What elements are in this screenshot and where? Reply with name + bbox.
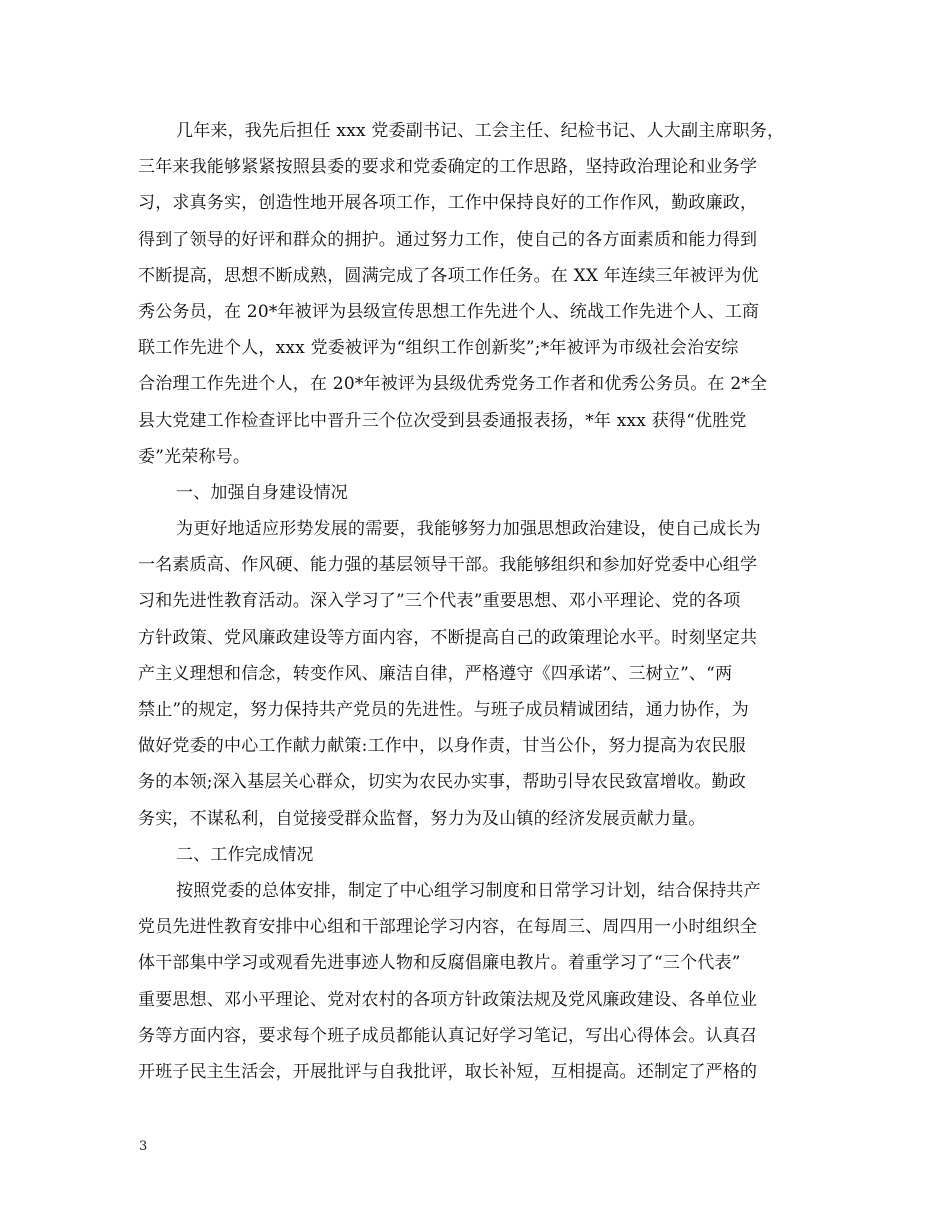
page-number: 3 <box>139 1139 148 1154</box>
body-text <box>138 113 838 1090</box>
paragraph-line: 委”光荣称号。 <box>138 446 251 467</box>
paragraph-line: 方针政策、党风廉政建设等方面内容，不断提高自己的政策理论水平。时刻坚定共 <box>138 627 758 648</box>
paragraph-line: 为更好地适应形势发展的需要，我能够努力加强思想政治建设，使自己成长为 <box>176 519 761 540</box>
paragraph-line: 几年来，我先后担任 xxx 党委副书记、工会主任、纪检书记、人大副主席职务， <box>176 121 785 141</box>
paragraph-line: 三年来我能够紧紧按照县委的要求和党委确定的工作思路，坚持政治理论和业务学 <box>138 157 758 178</box>
paragraph-line: 务的本领;深入基层关心群众，切实为农民办实事，帮助引导农民致富增收。勤政 <box>138 772 746 793</box>
paragraph-line: 党员先进性教育安排中心组和干部理论学习内容，在每周三、周四用一小时组织全 <box>138 917 758 938</box>
paragraph-line: 联工作先进个人，xxx 党委被评为“组织工作创新奖”;*年被评为市级社会治安综 <box>138 338 739 359</box>
paragraph-line: 秀公务员，在 20*年被评为县级宣传思想工作先进个人、统战工作先进个人、工商 <box>138 301 760 322</box>
paragraph-line: 不断提高，思想不断成熟，圆满完成了各项工作任务。在 XX 年连续三年被评为优 <box>138 265 759 286</box>
paragraph-line: 产主义理想和信念，转变作风、廉洁自律，严格遵守《四承诺”、三树立”、“两 <box>138 663 733 684</box>
paragraph-line: 一名素质高、作风硬、能力强的基层领导干部。我能够组织和参加好党委中心组学 <box>138 555 758 576</box>
paragraph-line: 得到了领导的好评和群众的拥护。通过努力工作，使自己的各方面素质和能力得到 <box>138 229 758 250</box>
paragraph-line: 务等方面内容，要求每个班子成员都能认真记好学习笔记，写出心得体会。认真召 <box>138 1025 758 1046</box>
paragraph-line: 禁止”的规定，努力保持共产党员的先进性。与班子成员精诚团结，通力协作，为 <box>138 700 749 720</box>
paragraph-line: 合治理工作先进个人，在 20*年被评为县级优秀党务工作者和优秀公务员。在 2*全 <box>138 374 768 395</box>
paragraph-line: 做好党委的中心工作献力献策:工作中，以身作责，甘当公仆，努力提高为农民服 <box>138 736 746 757</box>
paragraph-line: 县大党建工作检查评比中晋升三个位次受到县委通报表扬，*年 xxx 获得“优胜党 <box>138 410 747 431</box>
section-heading: 一、加强自身建设情况 <box>176 482 348 503</box>
section-heading: 二、工作完成情况 <box>176 844 314 865</box>
paragraph-line: 按照党委的总体安排，制定了中心组学习制度和日常学习计划，结合保持共产 <box>176 880 761 901</box>
paragraph-line: 重要思想、邓小平理论、党对农村的各项方针政策法规及党风廉政建设、各单位业 <box>138 989 758 1010</box>
paragraph-line: 习，求真务实，创造性地开展各项工作，工作中保持良好的工作作风，勤政廉政， <box>138 193 758 214</box>
paragraph-line: 习和先进性教育活动。深入学习了”三个代表”重要思想、邓小平理论、党的各项 <box>138 591 741 612</box>
paragraph-line: 务实，不谋私利，自觉接受群众监督，努力为及山镇的经济发展贡献力量。 <box>138 808 706 829</box>
paragraph-line: 开班子民主生活会，开展批评与自我批评，取长补短，互相提高。还制定了严格的 <box>138 1061 758 1082</box>
paragraph-line: 体干部集中学习或观看先进事迹人物和反腐倡廉电教片。着重学习了“三个代表” <box>138 953 741 974</box>
